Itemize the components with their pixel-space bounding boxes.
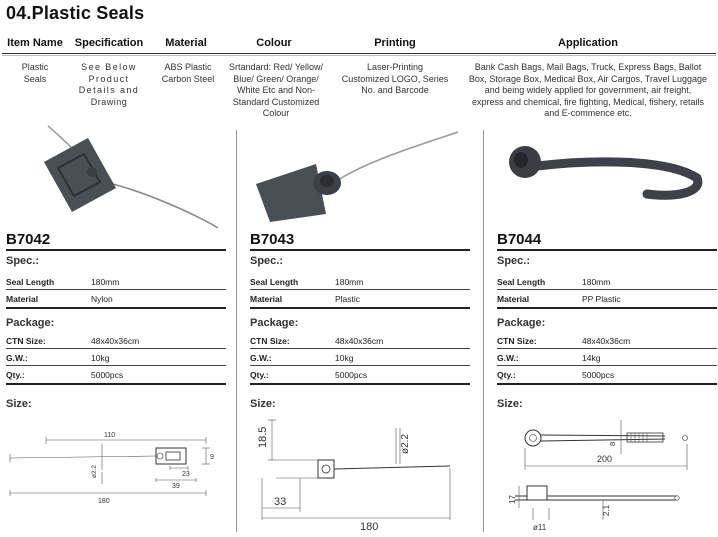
size-drawing-b7043	[250, 408, 470, 533]
divider	[6, 383, 226, 385]
summary-specification: See Below Product Details and Drawing	[78, 62, 140, 107]
product-card-b7044	[497, 120, 717, 537]
row-divider	[6, 289, 226, 290]
package-label: Qty.:	[6, 370, 25, 380]
package-heading: Package:	[250, 317, 299, 329]
dim-label: 18.5	[257, 426, 269, 448]
header-material: Material	[165, 37, 207, 49]
size-heading: Size:	[497, 398, 523, 410]
spec-heading: Spec.:	[497, 255, 531, 267]
dim-label: 180	[98, 498, 110, 505]
row-divider	[6, 365, 226, 366]
package-value: 5000pcs	[91, 370, 124, 380]
row-divider	[497, 289, 717, 290]
spec-label: Material	[250, 294, 283, 304]
summary-printing: Laser-Printing Customized LOGO, Series No. and Barcode	[341, 62, 449, 95]
package-label: G.W.:	[6, 353, 28, 363]
dim-label: 180	[360, 521, 379, 533]
header-application: Application	[558, 37, 618, 49]
seal-b7043-image	[250, 120, 470, 230]
package-value: 14kg	[582, 353, 601, 363]
dim-label: 9	[210, 454, 214, 461]
header-divider	[2, 53, 716, 54]
spec-label: Seal Length	[497, 277, 546, 287]
divider	[250, 307, 470, 309]
product-code: B7042	[6, 231, 51, 248]
row-divider	[497, 365, 717, 366]
package-heading: Package:	[6, 317, 55, 329]
row-divider	[497, 348, 717, 349]
product-code: B7043	[250, 231, 295, 248]
dim-label: ø2.2	[400, 433, 411, 454]
spec-label: Seal Length	[250, 277, 299, 287]
row-divider	[250, 365, 470, 366]
spec-heading: Spec.:	[250, 255, 284, 267]
spec-value: 180mm	[91, 277, 120, 287]
divider	[497, 249, 717, 251]
product-card-b7042	[6, 120, 226, 537]
row-divider	[250, 348, 470, 349]
size-drawing-b7042	[6, 408, 226, 533]
spec-value: 180mm	[582, 277, 611, 287]
summary-colour: Srtandard: Red/ Yellow/ Blue/ Green/ Orange/ White Etc and Non- Standard Customized Colour	[228, 62, 324, 118]
package-value: 48x40x36cm	[91, 336, 140, 346]
package-value: 48x40x36cm	[582, 336, 631, 346]
package-label: Qty.:	[497, 370, 516, 380]
spec-value: 180mm	[335, 277, 364, 287]
row-divider	[6, 348, 226, 349]
summary-material: ABS Plastic Carbon Steel	[161, 62, 215, 84]
package-heading: Package:	[497, 317, 546, 329]
seal-b7042-image	[6, 120, 226, 230]
package-label: CTN Size:	[250, 336, 290, 346]
divider	[250, 383, 470, 385]
product-card-b7043	[250, 120, 470, 537]
row-divider	[250, 289, 470, 290]
column-divider	[236, 130, 237, 532]
divider	[250, 249, 470, 251]
dim-label: ø11	[533, 523, 547, 532]
package-value: 48x40x36cm	[335, 336, 384, 346]
header-item-name: Item Name	[7, 37, 63, 49]
header-specification: Specification	[74, 37, 144, 49]
dim-label: 110	[104, 432, 116, 439]
spec-value: Plastic	[335, 294, 361, 304]
spec-value: PP Plastic	[582, 294, 621, 304]
divider	[497, 383, 717, 385]
dim-label: 23	[182, 471, 190, 478]
dim-label: ø2.2	[91, 464, 98, 478]
package-value: 5000pcs	[335, 370, 368, 380]
spec-heading: Spec.:	[6, 255, 40, 267]
size-heading: Size:	[250, 398, 276, 410]
package-value: 10kg	[335, 353, 354, 363]
page-title: 04.Plastic Seals	[6, 3, 145, 23]
summary-item-name: Plastic Seals	[21, 62, 49, 84]
header-colour: Colour	[256, 37, 292, 49]
product-code: B7044	[497, 231, 542, 248]
spec-label: Seal Length	[6, 277, 55, 287]
column-divider	[483, 130, 484, 532]
divider	[6, 249, 226, 251]
summary-application: Bank Cash Bags, Mail Bags, Truck, Express Bags, Ballot Box, Storage Box, Medical Box, Air Cargos, Travel Luggage and being widely applied for government, air freight, express and chemical, fire fighting, Medical, fishery, retails and E-commence etc.	[468, 62, 708, 118]
divider	[6, 307, 226, 309]
dim-label: 2.1	[602, 504, 611, 516]
dim-label: 33	[274, 496, 287, 508]
spec-value: Nylon	[91, 294, 113, 304]
package-label: CTN Size:	[497, 336, 537, 346]
divider	[497, 307, 717, 309]
size-heading: Size:	[6, 398, 32, 410]
package-label: CTN Size:	[6, 336, 46, 346]
package-label: Qty.:	[250, 370, 269, 380]
header-printing: Printing	[374, 37, 416, 49]
seal-b7044-image	[497, 120, 717, 230]
dim-label: 17	[508, 495, 517, 504]
header-divider-thin	[2, 55, 716, 56]
package-value: 5000pcs	[582, 370, 615, 380]
dim-label: 39	[172, 483, 180, 490]
dim-label: 200	[597, 454, 613, 464]
spec-label: Material	[497, 294, 530, 304]
size-drawing-b7044	[497, 408, 717, 533]
package-value: 10kg	[91, 353, 110, 363]
package-label: G.W.:	[497, 353, 519, 363]
dim-label: 8	[608, 441, 617, 446]
package-label: G.W.:	[250, 353, 272, 363]
spec-label: Material	[6, 294, 39, 304]
